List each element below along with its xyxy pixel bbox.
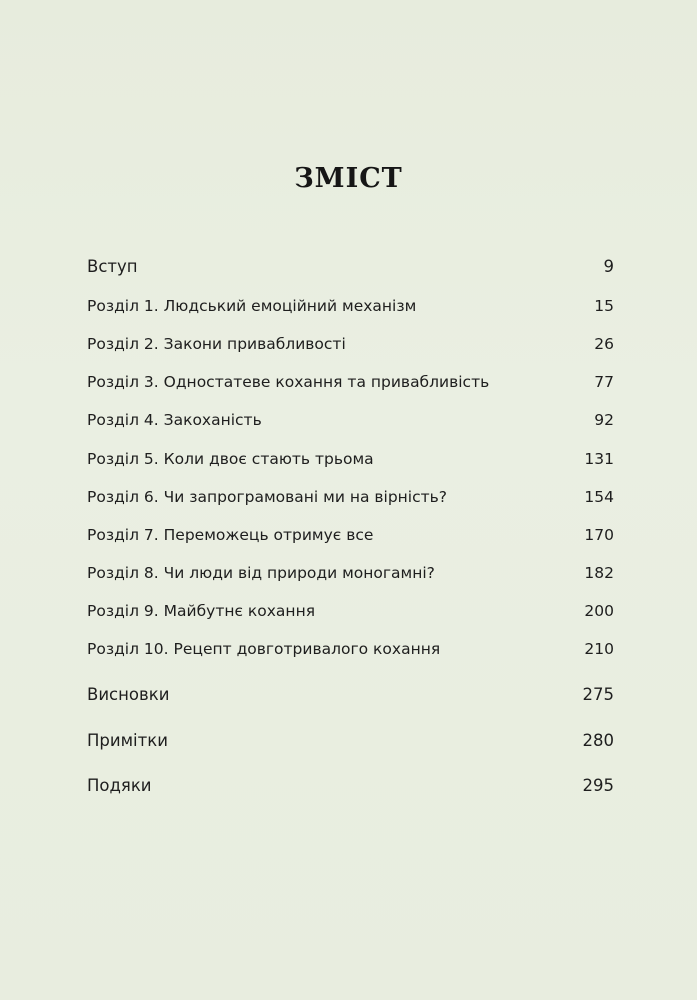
toc-entry-page: 77 [594,373,614,391]
toc-entry-title: Розділ 9. Майбутнє кохання [87,602,316,620]
toc-entry-title: Подяки [87,776,152,795]
page-title: ЗМІСТ [294,163,403,194]
toc-entry-title: Примітки [87,731,168,750]
toc-entry-notes [87,731,614,751]
toc-entry-chapter-3 [87,372,614,392]
toc-entry-title: Розділ 10. Рецепт довготривалого кохання [87,640,441,658]
toc-entry-page: 9 [603,257,614,276]
toc-entry-page: 280 [582,731,614,750]
toc-entry-intro [87,257,614,277]
toc-entry-chapter-5 [87,449,614,469]
toc-entry-title: Розділ 4. Закоханість [87,411,262,429]
toc-entry-page: 295 [582,776,614,795]
toc-entry-chapter-4 [87,410,614,430]
toc-entry-chapter-10 [87,639,614,659]
toc-entry-chapter-6 [87,487,614,507]
toc-entry-acknowledgements [87,776,614,796]
toc-entry-title: Розділ 2. Закони привабливості [87,335,346,353]
toc-entry-chapter-1 [87,296,614,316]
toc-entry-page: 170 [584,526,614,544]
toc-entry-chapter-7 [87,525,614,545]
toc-entry-page: 200 [584,602,614,620]
toc-entry-title: Висновки [87,685,170,704]
toc-entry-page: 15 [594,297,614,315]
toc-entry-title: Розділ 3. Одностатеве кохання та привабливість [87,373,490,391]
toc-entry-page: 131 [584,450,614,468]
toc-entry-page: 210 [584,640,614,658]
toc-entry-title: Розділ 7. Переможець отримує все [87,526,374,544]
toc-entry-page: 92 [594,411,614,429]
toc-entry-chapter-8 [87,563,614,583]
toc-entry-page: 275 [582,685,614,704]
toc-entry-page: 154 [584,488,614,506]
toc-entry-title: Вступ [87,257,138,276]
toc-entry-title: Розділ 1. Людський емоційний механізм [87,297,417,315]
toc-entry-chapter-9 [87,601,614,621]
toc-entry-title: Розділ 8. Чи люди від природи моногамні? [87,564,435,582]
toc-entry-page: 26 [594,335,614,353]
toc-entry-conclusions [87,685,614,705]
toc-entry-page: 182 [584,564,614,582]
toc-entry-title: Розділ 6. Чи запрограмовані ми на вірність? [87,488,448,506]
toc-entry-chapter-2 [87,334,614,354]
toc-entry-title: Розділ 5. Коли двоє стають трьома [87,450,374,468]
